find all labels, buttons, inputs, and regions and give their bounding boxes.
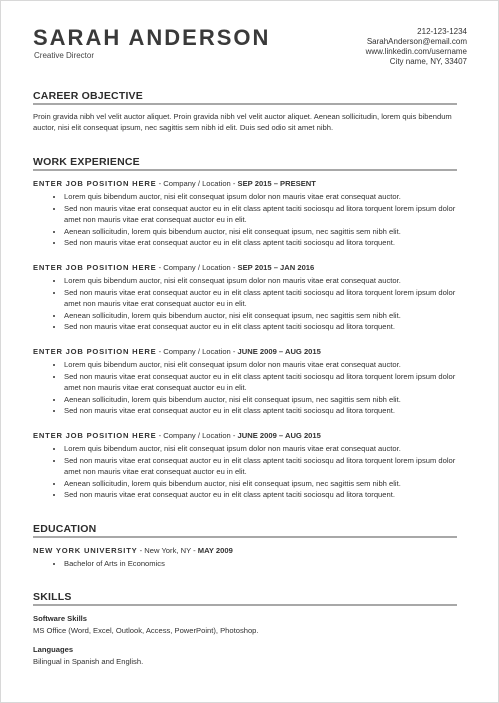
job-company: Company / Location [163, 431, 231, 440]
job-position: ENTER JOB POSITION HERE [33, 431, 157, 440]
job-bullet: • Aenean sollicitudin, lorem quis bibendum auctor, nisi elit consequat ipsum, nec sagittis sem nibh elit. [64, 310, 474, 322]
job-dates: JUNE 2009 – AUG 2015 [237, 431, 321, 440]
skills-heading: SKILLS [33, 591, 72, 603]
job-bullet: • Sed non mauris vitae erat consequat auctor eu in elit class aptent taciti sociosqu ad litora torquent. [64, 237, 474, 249]
education-date: MAY 2009 [197, 546, 233, 555]
job-position: ENTER JOB POSITION HERE [33, 263, 157, 272]
job-header: ENTER JOB POSITION HERE - Company / Location - SEP 2015 – PRESENT [33, 179, 316, 188]
education-location: New York, NY [144, 546, 191, 555]
objective-text: Proin gravida nibh vel velit auctor aliquet. Proin gravida nibh vel velit auctor aliquet. Aenean sollicitudin, lorem quis bibendum auctor, nisi elit consequat ipsum, nec sagittis sem nibh id elit. Duis sed odio sit amet nibh. [33, 112, 452, 132]
objective-heading: CAREER OBJECTIVE [33, 90, 143, 102]
job-bullet: • Lorem quis bibendum auctor, nisi elit consequat ipsum dolor non mauris vitae erat consequat auctor. [64, 275, 474, 287]
section-divider [33, 536, 457, 538]
job-bullets [50, 359, 474, 417]
job-bullets [50, 443, 474, 501]
job-company: Company / Location [163, 263, 231, 272]
section-divider [33, 103, 457, 105]
job-bullet: • Lorem quis bibendum auctor, nisi elit consequat ipsum dolor non mauris vitae erat consequat auctor. [64, 191, 474, 203]
job-header: ENTER JOB POSITION HERE - Company / Location - JUNE 2009 – AUG 2015 [33, 347, 321, 356]
job-company: Company / Location [163, 179, 231, 188]
job-bullet: • Sed non mauris vitae erat consequat auctor eu in elit class aptent taciti sociosqu ad litora torquent. [64, 405, 474, 417]
job-dates: SEP 2015 – JAN 2016 [237, 263, 315, 272]
education-school: NEW YORK UNIVERSITY [33, 546, 138, 555]
contact-email: SarahAnderson@email.com [366, 37, 467, 46]
candidate-name: SARAH ANDERSON [33, 25, 271, 50]
job-bullets [50, 275, 474, 333]
job-bullet: • Sed non mauris vitae erat consequat auctor eu in elit class aptent taciti sociosqu ad litora torquent lorem ipsum dolor amet non mauris vitae erat consequat auctor eu in elit. [64, 455, 474, 478]
job-company: Company / Location [163, 347, 231, 356]
languages-heading: Languages [33, 645, 74, 654]
education-degree: • Bachelor of Arts in Economics [64, 558, 474, 570]
job-bullet: • Sed non mauris vitae erat consequat auctor eu in elit class aptent taciti sociosqu ad litora torquent lorem ipsum dolor amet non mauris vitae erat consequat auctor eu in elit. [64, 287, 474, 310]
candidate-title: Creative Director [34, 51, 95, 60]
job-bullet: • Lorem quis bibendum auctor, nisi elit consequat ipsum dolor non mauris vitae erat consequat auctor. [64, 443, 474, 455]
job-bullet: • Sed non mauris vitae erat consequat auctor eu in elit class aptent taciti sociosqu ad litora torquent lorem ipsum dolor amet non mauris vitae erat consequat auctor eu in elit. [64, 203, 474, 226]
software-skills-heading: Software Skills [33, 614, 88, 623]
job-bullet: • Aenean sollicitudin, lorem quis bibendum auctor, nisi elit consequat ipsum, nec sagittis sem nibh elit. [64, 226, 474, 238]
contact-location: City name, NY, 33407 [389, 57, 467, 66]
education-header: NEW YORK UNIVERSITY - New York, NY - MAY 2009 [33, 546, 233, 555]
software-skills-text: MS Office (Word, Excel, Outlook, Access, PowerPoint), Photoshop. [33, 626, 259, 635]
job-dates: JUNE 2009 – AUG 2015 [237, 347, 321, 356]
experience-heading: WORK EXPERIENCE [33, 156, 140, 168]
job-dates: SEP 2015 – PRESENT [237, 179, 316, 188]
job-bullet: • Lorem quis bibendum auctor, nisi elit consequat ipsum dolor non mauris vitae erat consequat auctor. [64, 359, 474, 371]
job-position: ENTER JOB POSITION HERE [33, 179, 157, 188]
job-bullet: • Sed non mauris vitae erat consequat auctor eu in elit class aptent taciti sociosqu ad litora torquent lorem ipsum dolor amet non mauris vitae erat consequat auctor eu in elit. [64, 371, 474, 394]
languages-text: Bilingual in Spanish and English. [33, 657, 144, 666]
contact-phone: 212-123-1234 [417, 27, 467, 36]
job-bullets [50, 191, 474, 249]
job-header: ENTER JOB POSITION HERE - Company / Location - SEP 2015 – JAN 2016 [33, 263, 315, 272]
job-bullet: • Aenean sollicitudin, lorem quis bibendum auctor, nisi elit consequat ipsum, nec sagittis sem nibh elit. [64, 478, 474, 490]
contact-linkedin: www.linkedin.com/username [365, 47, 467, 56]
education-heading: EDUCATION [33, 523, 97, 535]
section-divider [33, 604, 457, 606]
job-bullet: • Sed non mauris vitae erat consequat auctor eu in elit class aptent taciti sociosqu ad litora torquent. [64, 321, 474, 333]
contact-block [366, 27, 467, 67]
job-bullet: • Sed non mauris vitae erat consequat auctor eu in elit class aptent taciti sociosqu ad litora torquent. [64, 489, 474, 501]
education-bullets [50, 558, 474, 570]
job-position: ENTER JOB POSITION HERE [33, 347, 157, 356]
job-bullet: • Aenean sollicitudin, lorem quis bibendum auctor, nisi elit consequat ipsum, nec sagittis sem nibh elit. [64, 394, 474, 406]
job-header: ENTER JOB POSITION HERE - Company / Location - JUNE 2009 – AUG 2015 [33, 431, 321, 440]
section-divider [33, 169, 457, 171]
